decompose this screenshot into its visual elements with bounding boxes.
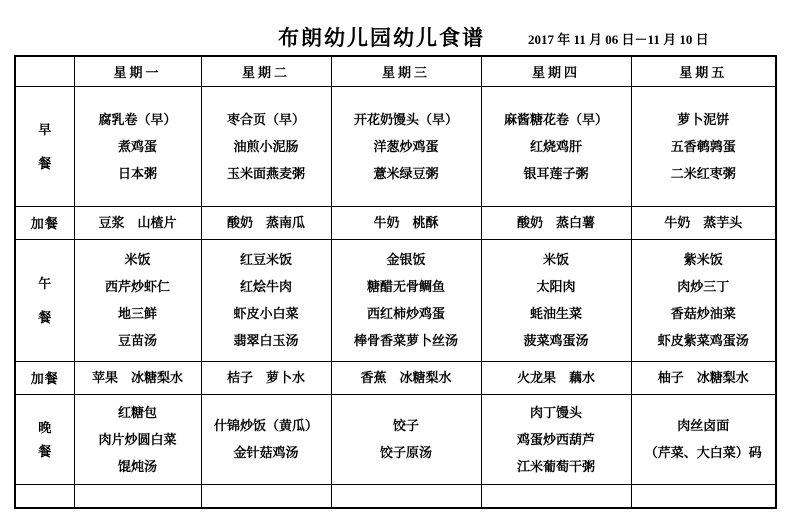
dish-line: 江米葡萄干粥 xyxy=(516,458,595,474)
corner-cell xyxy=(15,56,74,86)
dish-line: 西芹炒虾仁 xyxy=(104,279,170,294)
row-label-加餐: 加餐 xyxy=(15,206,74,239)
dish-line: 酸奶 蒸白薯 xyxy=(516,215,595,230)
dish-line: 肉炒三丁 xyxy=(677,279,730,294)
dish-line: 肉丝卤面 xyxy=(677,418,730,433)
dish-line: 煮鸡蛋 xyxy=(117,138,157,154)
menu-cell-r2-day4 xyxy=(481,239,631,361)
row-label-午餐 xyxy=(15,239,74,361)
dish-line: 翡翠白玉汤 xyxy=(233,333,299,348)
dish-line: 洋葱炒鸡蛋 xyxy=(373,138,439,154)
dish-line: 金银饭 xyxy=(386,252,426,267)
dish-line: 油煎小泥肠 xyxy=(233,138,299,154)
dish-line: 香菇炒油菜 xyxy=(670,306,736,321)
page-title: 布朗幼儿园幼儿食谱 xyxy=(278,26,485,50)
dish-line: 萝卜泥饼 xyxy=(677,111,730,127)
dish-line: 牛奶 蒸芋头 xyxy=(664,215,743,230)
dish-line: 米饭 xyxy=(542,252,569,267)
menu-cell-r1-day2 xyxy=(201,206,331,239)
dish-line: 红糖包 xyxy=(117,404,157,420)
dish-line: 金针菇鸡汤 xyxy=(233,445,299,460)
day-header-row xyxy=(15,56,776,86)
dish-line: 虾皮紫菜鸡蛋汤 xyxy=(657,333,749,348)
meal-row-snack-1 xyxy=(15,206,776,239)
menu-cell-r4-day5 xyxy=(631,394,776,484)
menu-table-body xyxy=(15,86,776,508)
dish-line: 枣合页（早） xyxy=(226,111,305,127)
row-label-char: 午 xyxy=(38,275,52,291)
dish-line: 肉片炒圆白菜 xyxy=(98,431,177,447)
menu-cell-r5-day4 xyxy=(481,484,631,508)
menu-cell-r3-day5 xyxy=(631,361,776,394)
menu-cell-r0-day5 xyxy=(631,86,776,206)
menu-cell-r2-day1 xyxy=(74,239,201,361)
menu-cell-r3-day1 xyxy=(74,361,201,394)
row-label-char: 餐 xyxy=(38,155,52,171)
dish-line: 饺子原汤 xyxy=(379,445,432,460)
dish-line: 红烧鸡肝 xyxy=(529,138,582,154)
meal-row-dinner-4 xyxy=(15,394,776,484)
menu-cell-r1-day1 xyxy=(74,206,201,239)
menu-cell-r2-day2 xyxy=(201,239,331,361)
menu-cell-r2-day5 xyxy=(631,239,776,361)
dish-line: 豆浆 山楂片 xyxy=(98,215,177,230)
day-header-5: 星期五 xyxy=(631,56,776,86)
menu-cell-r0-day1 xyxy=(74,86,201,206)
menu-cell-r4-day3 xyxy=(331,394,481,484)
dish-line: 香蕉 冰糖梨水 xyxy=(360,370,452,385)
meal-row-breakfast-0 xyxy=(15,86,776,206)
menu-cell-r2-day3 xyxy=(331,239,481,361)
row-label-晚餐 xyxy=(15,394,74,484)
menu-cell-r3-day2 xyxy=(201,361,331,394)
dish-line: 牛奶 桃酥 xyxy=(373,215,439,230)
dish-line: 菠菜鸡蛋汤 xyxy=(523,333,589,348)
dish-line: 太阳肉 xyxy=(536,279,576,294)
dish-line: 五香鹌鹑蛋 xyxy=(670,138,736,154)
dish-line: 紫米饭 xyxy=(683,252,723,267)
menu-cell-r0-day2 xyxy=(201,86,331,206)
dish-line: 西红柿炒鸡蛋 xyxy=(366,306,445,321)
dish-line: 豆苗汤 xyxy=(117,333,157,348)
dish-line: 地三鲜 xyxy=(117,306,157,321)
dish-line: 馄炖汤 xyxy=(117,458,157,474)
dish-line: 红烩牛肉 xyxy=(239,279,292,294)
dish-line: 肉丁馒头 xyxy=(529,404,582,420)
dish-line: 日本粥 xyxy=(117,165,157,181)
dish-line: 红豆米饭 xyxy=(239,252,292,267)
date-range: 2017 年 11 月 06 日－11 月 10 日 xyxy=(528,32,709,47)
menu-cell-r4-day2 xyxy=(201,394,331,484)
menu-cell-r5-day1 xyxy=(74,484,201,508)
dish-line: 腐乳卷（早） xyxy=(98,111,177,127)
row-label-char: 餐 xyxy=(38,443,52,459)
dish-line: 虾皮小白菜 xyxy=(233,306,299,321)
menu-cell-r3-day4 xyxy=(481,361,631,394)
dish-line: 饺子 xyxy=(392,418,419,433)
row-label-早餐 xyxy=(15,86,74,206)
day-header-3: 星期三 xyxy=(331,56,481,86)
row-label-char: 餐 xyxy=(38,309,52,325)
dish-line: 米饭 xyxy=(124,252,151,267)
menu-cell-r5-day2 xyxy=(201,484,331,508)
dish-line: 开花奶馒头（早） xyxy=(353,111,458,127)
menu-cell-r1-day5 xyxy=(631,206,776,239)
dish-line: 酸奶 蒸南瓜 xyxy=(226,215,305,230)
menu-cell-r0-day4 xyxy=(481,86,631,206)
meal-row-empty-5 xyxy=(15,484,776,508)
row-label-empty xyxy=(15,484,74,508)
menu-cell-r0-day3 xyxy=(331,86,481,206)
dish-line: 糖醋无骨鲷鱼 xyxy=(366,279,445,294)
menu-table-head xyxy=(15,56,776,86)
page-header xyxy=(0,0,789,55)
dish-line: 二米红枣粥 xyxy=(670,165,736,181)
day-header-1: 星期一 xyxy=(74,56,201,86)
row-label-char: 晚 xyxy=(38,419,52,435)
dish-line: 柚子 冰糖梨水 xyxy=(657,370,749,385)
menu-table xyxy=(14,55,777,509)
row-label-char: 早 xyxy=(38,121,52,137)
meal-row-lunch-2 xyxy=(15,239,776,361)
dish-line: （芹菜、大白菜）码 xyxy=(644,445,762,460)
row-label-加餐: 加餐 xyxy=(15,361,74,394)
meal-row-snack-3 xyxy=(15,361,776,394)
dish-line: 桔子 萝卜水 xyxy=(226,370,305,385)
dish-line: 麻酱糖花卷（早） xyxy=(503,111,608,127)
menu-cell-r1-day3 xyxy=(331,206,481,239)
day-header-2: 星期二 xyxy=(201,56,331,86)
menu-cell-r5-day5 xyxy=(631,484,776,508)
dish-line: 银耳莲子粥 xyxy=(523,165,589,181)
dish-line: 蚝油生菜 xyxy=(529,306,582,321)
dish-line: 鸡蛋炒西葫芦 xyxy=(516,431,595,447)
dish-line: 什锦炒饭（黄瓜） xyxy=(213,418,318,433)
dish-line: 薏米绿豆粥 xyxy=(373,165,439,181)
dish-line: 苹果 冰糖梨水 xyxy=(91,370,183,385)
menu-cell-r3-day3 xyxy=(331,361,481,394)
menu-cell-r4-day1 xyxy=(74,394,201,484)
dish-line: 火龙果 藕水 xyxy=(516,370,595,385)
day-header-4: 星期四 xyxy=(481,56,631,86)
dish-line: 玉米面燕麦粥 xyxy=(226,165,305,181)
menu-cell-r1-day4 xyxy=(481,206,631,239)
dish-line: 棒骨香菜萝卜丝汤 xyxy=(353,333,458,348)
menu-cell-r5-day3 xyxy=(331,484,481,508)
menu-cell-r4-day4 xyxy=(481,394,631,484)
